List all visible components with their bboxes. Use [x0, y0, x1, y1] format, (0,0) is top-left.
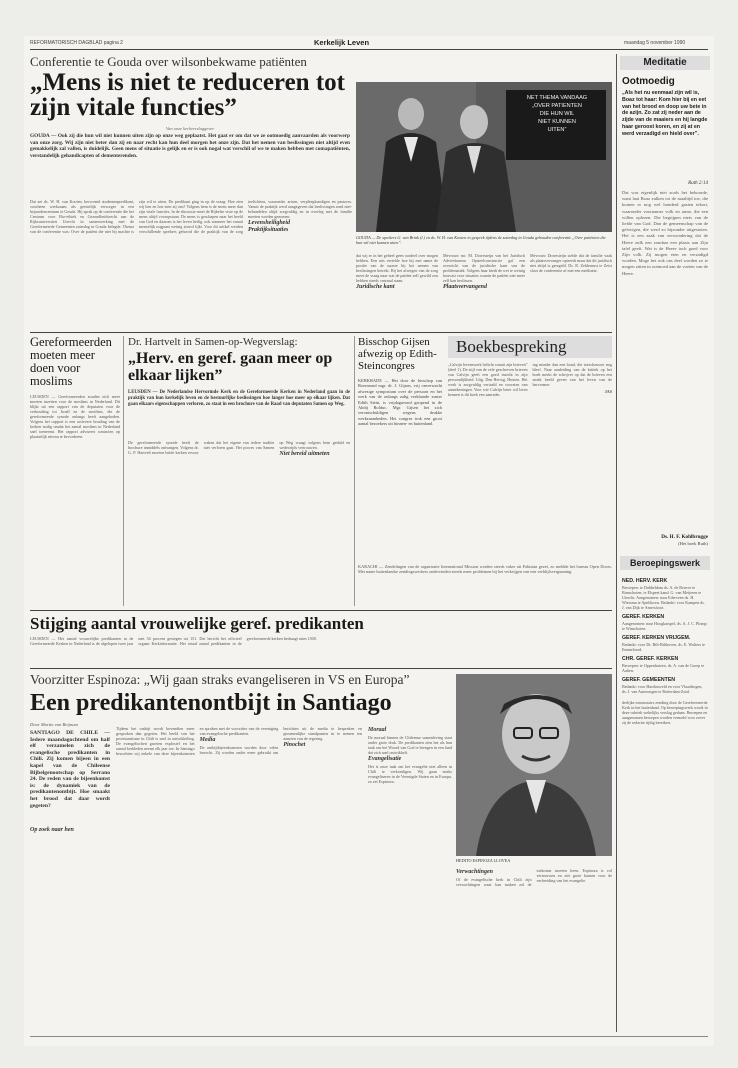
gereformeerden-headline: Gereformeerden moeten meer doen voor moslims [30, 335, 112, 388]
stijging-headline: Stijging aantal vrouwelijke geref. predikanten [30, 614, 364, 633]
meditatie-author: Ds. H. F. Kohlbrugge [661, 534, 708, 540]
divider-2a [123, 336, 124, 606]
santiago-sub-moraal: Moraal [368, 727, 387, 733]
sign-line-2: „OVER PATIENTEN [532, 103, 582, 109]
santiago-body-block [116, 726, 362, 1032]
santiago-sub-evang: Evangelisatie [368, 756, 402, 762]
boekbespreking-body2: ing minder dan een bond, die toeschouwer nog bleef. Naar aanleiding van de kritiek op het boek merkt de schrijver op dat de brieven een uniek beeld geven van het leven van de hervormer. [532, 362, 612, 387]
masthead-section: Kerkelijk Leven [314, 38, 370, 47]
beroep-text-2: Aangenomen: naar Hoogkarspel, ds. A. J. C. Plomp te Winschoten. [622, 621, 707, 631]
plaats-text: Mevrouw Dorresteijn stelde dat de familie vaak als plaatsvervanger optreedt maar dat dit juridisch niet altijd is geregeld. Ds. R. Zeldenrust te Zeist sloot de conferentie af met een meditatie. [530, 253, 612, 273]
sign-line-4: NIET KUNNEN [538, 119, 576, 125]
santiago-media-text: De ontbijtbijeenkomsten worden door velen bezocht. Zij worden onder meer gebruikt om berichten uit de media te bespreken en gezamenlijke standpunten in te nemen ten aanzien van de regering. [199, 726, 362, 755]
gereformeerden-body: LEUSDEN — Gereformeerden zouden zich meer moeten inzetten voor de moslims in Nederland. Dit blijkt uit een rapport van de deputaten voor de verhouding tot Israël en de moslims, die de gereformeerde synode onlangs heeft aangeboden. Volgens het rapport is een actievere houding van de kerken nodig omdat het aantal moslims in Nederland snel toeneemt. Het rapport adviseert contacten op plaatselijk niveau te bevorderen. [30, 394, 120, 439]
lead-body-block [30, 199, 352, 326]
rule-santiago [30, 668, 612, 669]
meditatie-author-note: (Het boek Ruth) [678, 541, 708, 546]
santiago-col-moraal [368, 726, 452, 1032]
meditatie-ref: Ruth 2:14 [688, 181, 708, 186]
masthead-paper: REFORMATORISCH DAGBLAD pagina 2 [30, 40, 123, 46]
beroep-text-1: Beroepen: te Dubbeldam ds. A. de Reuver te Bunschoten; te Elspeet kand. G. van Meijeren te Utrecht. Aangenomen: naar Ederveen ds. H. Wiersma te Apeldoorn. Bedankt: voor Kampen ds. J. van Dijk te Amersfoort. [622, 585, 705, 610]
beroep-heading-5: GEREF. GEMEENTEN [622, 677, 676, 683]
conference-photo-caption: GOUDA — De sprekers G. van Brink (l.) en ds. W. H. van Kooten in gesprek tijdens de zaterdag in Gouda gehouden conferentie „Over patiënten die hun wil niet kunnen uiten”. [356, 235, 606, 245]
santiago-sub-media: Media [199, 737, 216, 743]
santiago-verw-text: Of de evangelische kerk in Chili zijn verwachtingen waar kan maken zal de toekomst moeten leren. Espinoza is vol vertrouwen en ziet grote kansen voor de verbreiding van het evangelie. [456, 868, 612, 887]
boekbespreking-body-block [448, 362, 612, 560]
santiago-kicker: Voorzitter Espinoza: „Wij gaan straks evangeliseren in VS en Europa” [30, 672, 410, 687]
santiago-evang-text: Het is onze taak om het evangelie niet alleen in Chili te verkondigen. Wij gaan straks evangeliseren in de Verenigde Staten en in Europa, zo zei Espinoza. [368, 764, 452, 784]
lead-kicker: Conferentie te Gouda over wilsonbekwame patiënten [30, 54, 307, 69]
hartvelt-intro: LEUSDEN — De Nederlandse Hervormde Kerk en de Gereformeerde Kerken in Nederland gaan in de praktijk van hun kerkelijk leven en de bestuurlijke beslissingen hoe langer hoe meer op elkaar lijken. Dat gaan elkaars eigenschappen verloren, zo staat in een brochure van de Raad van deputaten Samen op Weg. [128, 390, 350, 407]
sign-line-5: UITEN” [547, 127, 567, 133]
lead-sub-praktijk: Praktijksituaties [248, 227, 289, 233]
espinoza-portrait-drawing [456, 674, 612, 856]
sign-line-1: NET THEMA VANDAAG [526, 95, 588, 101]
meditatie-title: Ootmoedig [622, 76, 675, 87]
meditatie-label: Meditatie [620, 56, 710, 70]
mid-text: dat wij er in het geheel geen oordeel over mogen hebben. Een arts vertelde hoe hij met name de positie van de naaste bij het nemen van beslissingen betrekt. Bij het afwegen van de zorg moet de vraag naar wat de patiënt zelf gewild zou hebben steeds centraal staan. [356, 253, 438, 283]
newspaper-page [24, 36, 714, 1046]
conference-photo [356, 82, 612, 232]
espinoza-portrait [456, 674, 612, 856]
juridisch-text: Mevrouw mr. M. Dorresteijn van het Juridisch Adviesbureau Opsteelconstructie gaf een overzicht van de juridische kant van de problematiek. Volgens haar biedt de wet te weinig houvast voor situaties waarin de patiënt niet meer zelf kan beslissen. [443, 253, 525, 283]
stijging-body: LEUSDEN — Het aantal vrouwelijke predikanten in de Gereformeerde Kerken in Nederland is de afgelopen twee jaar met 54 procent gestegen tot 151. Dat bericht het officieel orgaan Kerkinformatie. Het totaal aantal predikanten in de gereformeerde kerken bedraagt ruim 1500. [30, 636, 317, 646]
bisschop-headline: Bisschop Gijsen afwezig op Edith-Steincongres [358, 336, 437, 372]
espinoza-caption: HEDITO ESPINOZA LLOVEA [456, 858, 511, 863]
page-bottom-rule [30, 1036, 708, 1037]
lead-continuation [356, 253, 612, 329]
beroep-heading-3: GEREF. KERKEN VRIJGEM. [622, 635, 691, 641]
sub-plaatsvervangend: Plaatsvervangend [443, 284, 487, 290]
santiago-moraal-text: De moraal binnen de Chileense samenleving staat onder grote druk. De predikanten zien het als hun taak om het Woord van God te brengen in een land dat zich snel ontwikkelt. [368, 735, 452, 755]
sidebar-divider [616, 54, 617, 1032]
boekbespreking-label: Boekbespreking [448, 336, 612, 358]
rule-stijging [30, 610, 612, 611]
lead-headline: „Mens is niet te reduceren tot zijn vitale functies” [30, 69, 345, 121]
lead-intro: GOUDA — Ook zij die hun wil niet kunnen uiten zijn op onze weg geplaatst. Het gaat er om dat we ze ootmoedig aanvaarden als voorwerp van onze zorg. Wij zijn niet beter dan zij en naar recht kan hun deel morgen het onze zijn. Dat het nemen van beslissingen niet altijd even gemakkelijk zal vallen, is duidelijk. Geen mens of situatie is gelijk en er is ook nogal wat verschil of we te maken hebben met comapatiënten, verstandelijk gehandicapten of dementerenden. [30, 133, 350, 159]
karachi-body: KARACHI — Zendelingen van de organisatie International Mission worden steeds vaker uit Pakistan gezet, zo meldde het bureau Open Doors. Met name buitenlandse zendingswerkers ondervinden steeds meer problemen bij het verkrijgen van een verblijfsvergunning. [358, 564, 612, 574]
rule-under-lead [30, 332, 612, 333]
santiago-body: Tijdens het ontbijt wordt bovendien meer gesproken dan gegeten. Het beeld van het protestantisme in Chili is snel in ontwikkeling. De evangelischen groeien explosief en het aantal kerkleden neemt elk jaar toe. In Santiago bezochten wij enkele van deze bijeenkomsten en spraken met de voorzitter van de vereniging van evangelische predikanten. [116, 726, 279, 756]
hartvelt-body-block [128, 440, 350, 608]
lead-body: Dat zei ds. W. H. van Kooten, hervormd studentenpredikant, voorheen werkzaam als geestelijk verzorger in een bejaardencentrum te Gouda. Hij sprak op de conferentie die het Centrum voor Bio-ethiek en Gezondheidsrecht aan de Rijksuniversiteit Utrecht in samenwerking met de Gereformeerde Gemeenten zaterdag in Gouda belegde. Thema van de conferentie was: Over de patiënt die niet bij machte is zijn wil te uiten. De predikant ging in op de vraag: Hoe zien wij hen en hoe zien zij ons? Volgens hem is de mens meer dan zijn vitale functies. In de discussie moet de Bijbelse visie op de mens altijd vooropstaan. De mens is geschapen naar het beeld van God en daarom is het leven heilig, ook wanneer het vanuit menselijk oogpunt weinig zinvol lijkt. Voor dit artikel werden verschillende sprekers gehoord die de praktijk van de zorg toelichtten, waaronder artsen, verpleegkundigen en pastores. Vanuit de praktijk werd aangegeven dat beslissingen rond niet-behandelen altijd zorgvuldig en in overleg met de familie moeten worden genomen. [30, 199, 352, 234]
beroep-heading-4: CHR. GEREF. KERKEN [622, 656, 679, 662]
beroep-heading-1: NED. HERV. KERK [622, 578, 668, 584]
santiago-headline: Een predikantenontbijt in Santiago [30, 690, 392, 716]
masthead-date: maandag 5 november 1990 [624, 40, 686, 46]
beroep-text-3: Bedankt: voor Dr. Bilt-Bilthoven, ds. E. Wolters te Emmeloord. [622, 642, 705, 652]
hartvelt-body: De gereformeerde synode heeft de brochure inmiddels ontvangen. Volgens dr. G. P. Hartvelt moeten beide kerken ervoor waken dat het eigene van iedere traditie niet verloren gaat. Het proces van Samen op Weg vraagt volgens hem geduld en wederzijds vertrouwen. [128, 440, 350, 455]
beroepingswerk-list [622, 574, 708, 924]
meditatie-body: Dat was eigenlijk niet zoals het behoorde, want laat Boaz zulken tot de maaltijd toe, die komen er nog wel honderd gasten tekort, waaronder voornamer volk en arme, die een willen oplezen. Die begrijpen niets van de liefde van God. Dan de gemeenschap van de gelovigen, die werd zo bijzonder uitgestoten. Het is een zaak van verwondering dat de Heere zulk een zondaar een plaats aan Zijn tafel geeft. Wat is de Heere toch goed voor Zijn volk. Zij mogen eten en verzadigd worden. Moge het ook ons deel worden zo te mogen zitten in ootmoed aan de voeten van de Heere. [622, 190, 708, 276]
santiago-sub-verw: Verwachtingen [456, 869, 494, 875]
hartvelt-sub: Niet bereid uitmeten [279, 451, 330, 457]
beroep-heading-2: GEREF. KERKEN [622, 614, 665, 620]
hartvelt-headline: „Herv. en geref. gaan meer op elkaar lijken” [128, 350, 333, 384]
lead-sub-levensheiligheid: Levensheiligheid [248, 220, 290, 226]
santiago-verw-block [456, 868, 612, 1032]
divider-2b [354, 336, 355, 606]
beroep-after: derlijke missionaire zending door de Gereformeerde Kerk in het buitenland. Op beroepingswerk wordt in deze rubriek wekelijks verslag gedaan. Beroepen en aangenomen beroepen worden vermeld voor zover zij de redactie tijdig bereiken. [622, 700, 708, 725]
beroepingswerk-label: Beroepingswerk [620, 556, 710, 570]
lead-byline: Van onze kerkverslaggever [165, 126, 215, 131]
sign-board [511, 94, 603, 134]
boekbespreking-sign: JAS [604, 389, 612, 394]
sub-juridisch: Juridische kant [356, 284, 395, 290]
sign-line-3: DIE HUN WIL [539, 111, 575, 117]
boekbespreking-body: „Calvijn levenswerk belicht vanuit zijn brieven” (deel 1). De stijl van de vele geschreven brieven van Calvijn geeft een goed inzicht in zijn persoonlijkheid. Uitg. Den Hertog, Houten. Het werk is zorgvuldig vertaald en voorzien van aantekeningen. Voor wie Calvijn beter wil leren kennen is dit boek een aanrader. [448, 362, 528, 397]
santiago-intro: SANTIAGO DE CHILE — Iedere maandagochtend om half elf verzamelen zich de evangelische predikanten in Chili. Zij komen bijeen in een kapel van de Chileense Bijbelgenootschap op Serrano 24. De reden van de bijeenkomst is: de dynamiek van de predikantenontbijt. Hoe smaakt het brood dat daar wordt gegeten? [30, 730, 110, 809]
santiago-byline: Door Martin van Beijnum [30, 722, 78, 727]
masthead-rule [30, 49, 708, 50]
hartvelt-kicker: Dr. Hartvelt in Samen-op-Wegverslag: [128, 336, 298, 348]
santiago-col1 [30, 826, 110, 1032]
beroep-text-4: Beroepen: te Oppenhuizen, ds. A. van de Groep te Aalten. [622, 663, 705, 673]
beroep-text-5: Bedankt: voor Hardinxveld en voor Vlaardingen, ds. J. van Amerongen te Rotterdam-Zuid. [622, 684, 703, 694]
santiago-sub-opzoek: Op zoek naar hen [30, 827, 74, 833]
santiago-sub-pinochet: Pinochet [283, 742, 306, 748]
bisschop-body: KERKRADE — Het door de bisschop van Roermond mgr. dr. J. Gijsen, vrij onverwacht afwezige symposium over de persoon en het werk van de onlangs zalig verklaarde zuster Edith Stein, is vrijdagavond geopend in de Abdij Rolduc. Mgr. Gijsen liet zich verontschuldigen wegens drukke werkzaamheden. Het congres trok een groot aantal bezoekers uit binnen- en buitenland. [358, 378, 442, 427]
meditatie-quote: „Als het nu eenmaal zijn wil is, Boaz tot haar: Kom hier bij en eet van het brood en doop uw bete in de azijn. Zo zat zij neder aan de zijde van de maaiers en hij langde haar geroost koren, en zij at en werd verzadigd en hield over”. [622, 90, 708, 137]
